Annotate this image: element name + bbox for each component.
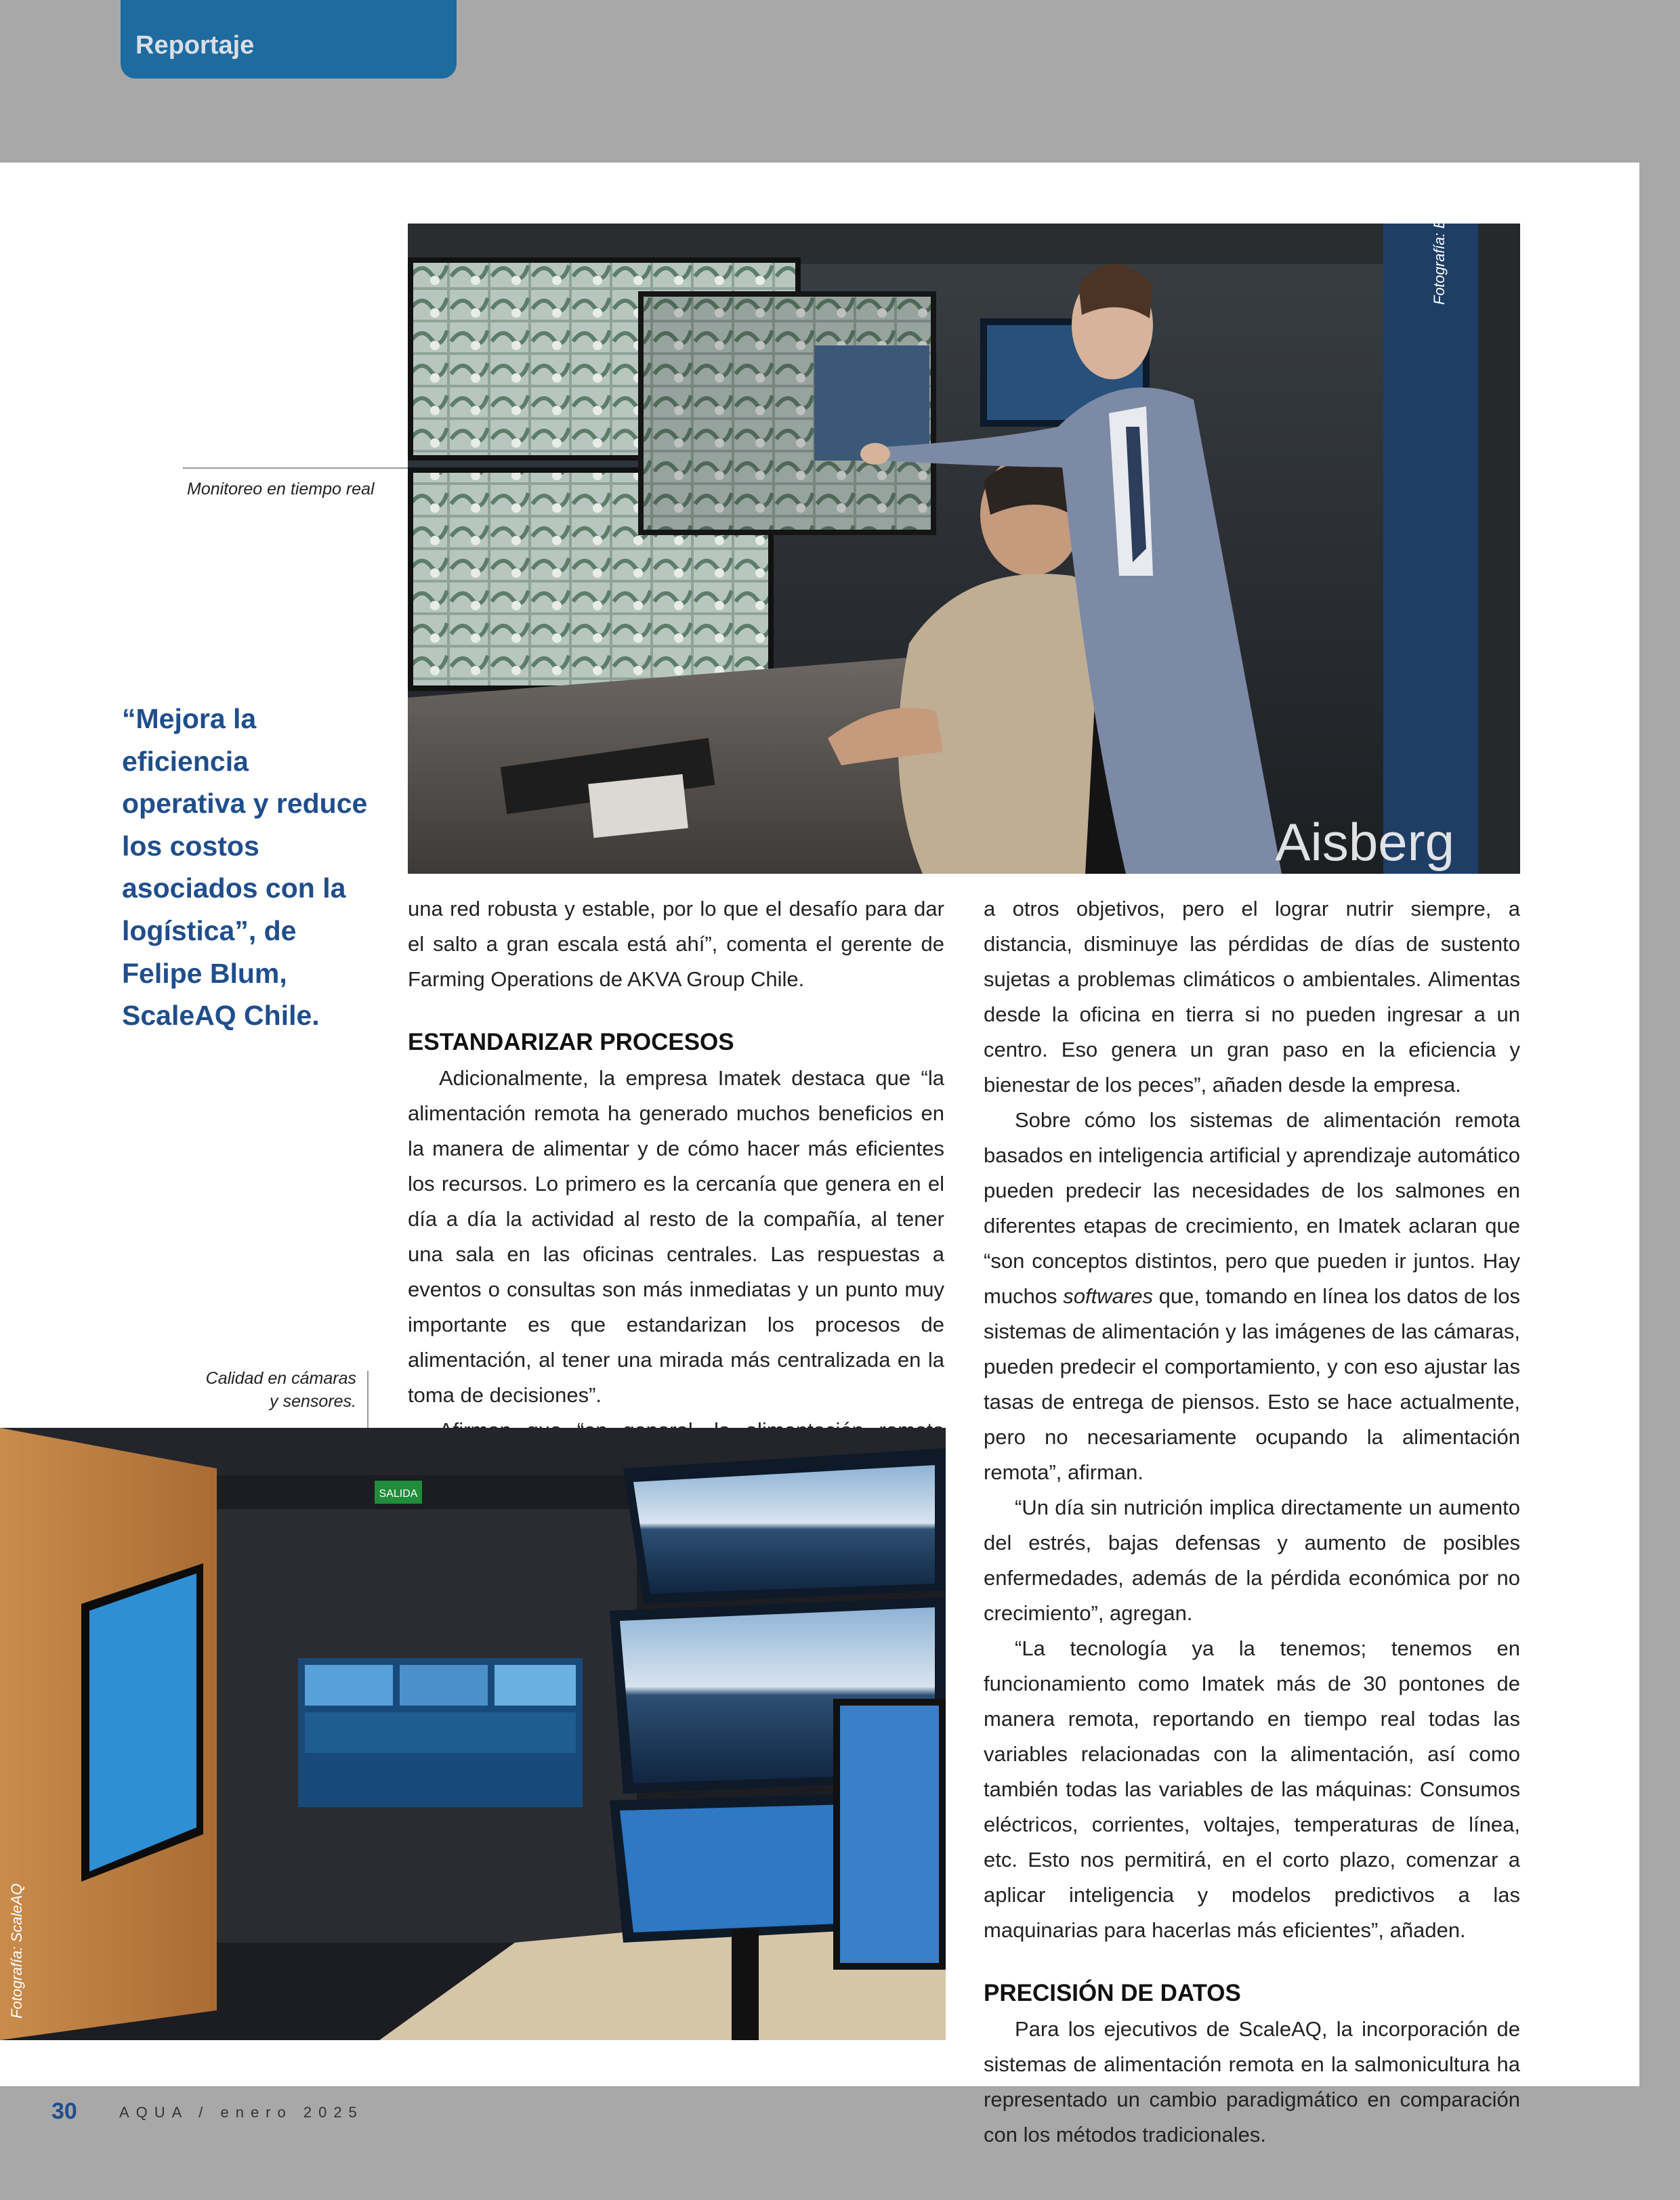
col2-paragraph-2-end: que, tomando en línea los datos de los sistemas de alimentación y las imágenes de las cámaras, pueden predecir el comportamiento, y con eso ajustar las tasas de entrega de piensos. Esto se hace actualmente, pero no necesariamente ocupando la alimentación remota”, afirman.	[984, 1284, 1520, 1484]
col2-paragraph-5: Para los ejecutivos de ScaleAQ, la incorporación de sistemas de alimentación remota en la salmonicultura ha representado un cambio paradigmático en comparación con los métodos tradicionales.	[984, 2017, 1520, 2146]
control-room-photo	[408, 224, 1520, 874]
caption-bottom	[182, 1367, 356, 1413]
magazine-issue: AQUA / enero 2025	[119, 2104, 364, 2121]
exit-sign: SALIDA	[379, 1488, 418, 1500]
col1-paragraph-1: una red robusta y estable, por lo que el desafío para dar el salto a gran escala está ahí”, comenta el gerente de Farming Operations de AKVA Group Chile.	[408, 897, 944, 991]
col2-paragraph-1: a otros objetivos, pero el lograr nutrir siempre, a distancia, disminuye las pérdidas de días de sustento sujetas a problemas climáticos o ambientales. Alimentas desde la oficina en tierra si no pueden ingresar a un centro. Eso genera un gran paso en la eficiencia y bienestar de los peces”, añaden desde la empresa.	[984, 897, 1520, 1097]
bottom-photo-credit: Fotografía: ScaleAQ	[8, 1883, 25, 2018]
col2-paragraph-2-start: Sobre cómo los sistemas de alimentación remota basados en inteligencia artificial y aprendizaje automático pueden predecir las necesidades de los salmones en diferentes etapas de crecimiento, en Imatek aclaran que “son conceptos distintos, pero que pueden ir juntos. Hay muchos	[984, 1108, 1520, 1308]
heading-estandarizar: ESTANDARIZAR PROCESOS	[408, 1029, 734, 1055]
caption-top: Monitoreo en tiempo real	[187, 480, 375, 499]
col1-paragraph-2: Adicionalmente, la empresa Imatek destaca que “la alimentación remota ha generado muchos beneficios en la manera de alimentar y de cómo hacer más eficientes los recursos. Lo primero es la cercanía que genera en el día a día la actividad al resto de la compañía, al tener una sala en las oficinas centrales. Las respuestas a eventos o consultas son más inmediatas y un punto muy importante es que estandarizan los procesos de alimentación, al tener una mirada más centralizada en la toma de decisiones”.	[408, 1066, 944, 1407]
caption-top-rule	[183, 467, 408, 469]
col2-paragraph-2-emphasis: softwares	[1063, 1284, 1153, 1308]
section-label: Reportaje	[135, 31, 255, 60]
photo-watermark: Aisberg	[1275, 812, 1454, 872]
caption-bottom-rule	[367, 1371, 369, 1428]
page-number: 30	[51, 2098, 77, 2124]
operations-room-photo	[0, 1428, 946, 2040]
caption-bottom-line-1: Calidad en cámaras	[205, 1369, 356, 1388]
article-column-2	[984, 891, 1520, 2153]
section-tab	[121, 0, 457, 79]
heading-precision: PRECISIÓN DE DATOS	[984, 1980, 1241, 2006]
col2-paragraph-2	[984, 1103, 1520, 1490]
col2-paragraph-4: “La tecnología ya la tenemos; tenemos en funcionamiento como Imatek más de 30 pontones de manera remota, reportando en tiempo real todas las variables relacionadas con la alimentación, así como también todas las variables de las máquinas: Consumos eléctricos, corrientes, voltajes, temperaturas de línea, etc. Esto nos permitirá, en el corto plazo, comenzar a aplicar inteligencia y modelos predictivos a las maquinarias para hacerlas más eficientes”, añaden.	[984, 1636, 1520, 1942]
col2-paragraph-3: “Un día sin nutrición implica directamente un aumento del estrés, bajas defensas y aumento de posibles enfermedades, además de la pérdida económica por no crecimiento”, agregan.	[984, 1496, 1520, 1625]
article-column-1	[408, 891, 944, 1483]
top-photo-credit: Fotografía: Blumar.	[1431, 177, 1448, 305]
caption-bottom-line-2: y sensores.	[270, 1392, 356, 1411]
pull-quote: “Mejora la eficiencia operativa y reduce los costos asociados con la logística”, de Felipe Blum, ScaleAQ Chile.	[122, 703, 368, 1032]
